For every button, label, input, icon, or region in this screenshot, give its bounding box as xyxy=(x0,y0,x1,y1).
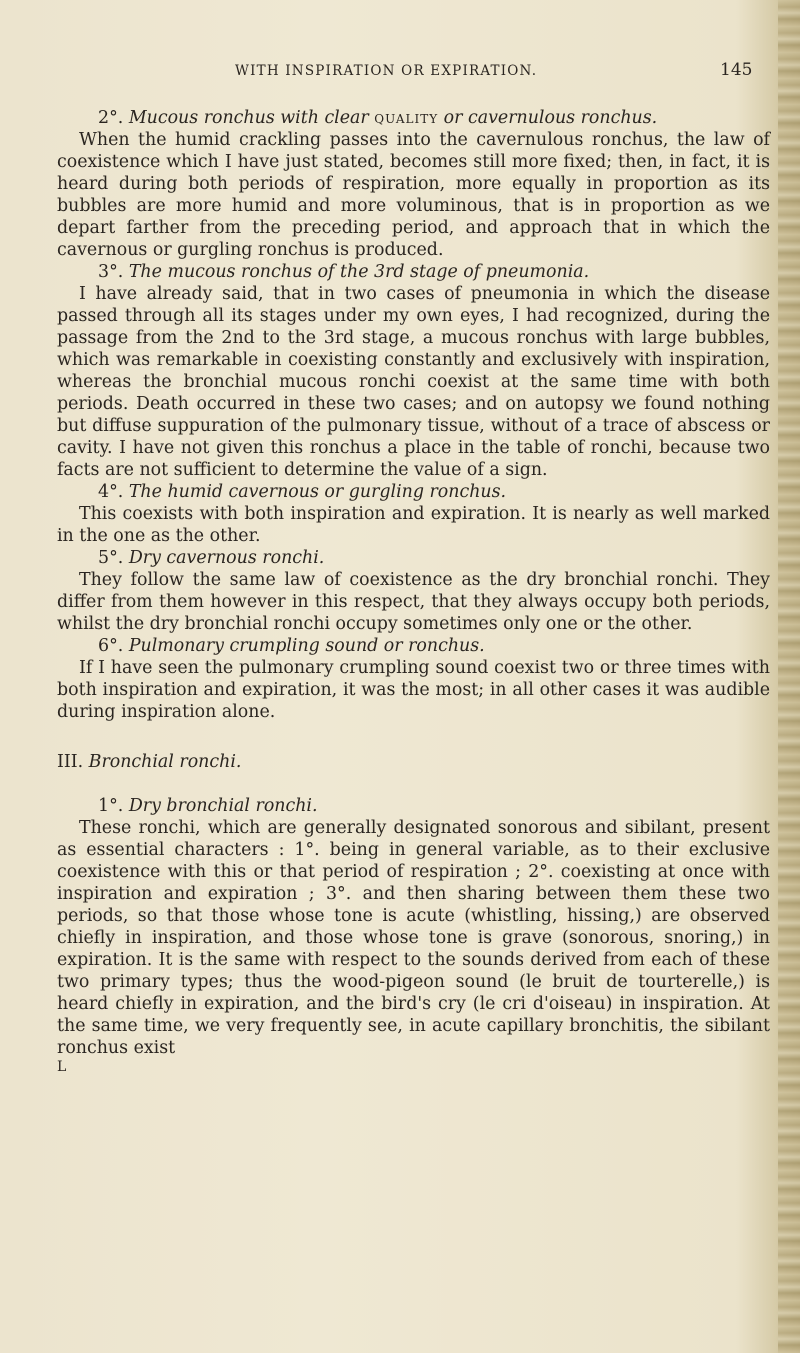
subheading-number: 3°. xyxy=(98,262,129,282)
subheading-text: Dry bronchial ronchi. xyxy=(128,796,318,816)
section-number: III. xyxy=(57,752,89,772)
page-edge xyxy=(778,0,800,1353)
subheading-4 xyxy=(57,481,770,503)
subheading-number: 6°. xyxy=(98,636,129,656)
running-head: WITH INSPIRATION OR EXPIRATION. xyxy=(235,63,538,79)
paragraph: This coexists with both inspiration and expiration. It is nearly as well marked in the one as the other. xyxy=(57,504,770,546)
paragraph: If I have seen the pulmonary crumpling sound coexist two or three times with both inspiration and expiration, it was the most; in all other cases it was audible during inspiration alone. xyxy=(57,658,770,722)
paragraph: These ronchi, which are generally designated sonorous and sibilant, present as essential characters : 1°. being in general variable, as to their exclusive coexistence with this or that period of respiration ; 2°. coexisting at once with inspiration and expiration ; 3°. and then sharing between them these two periods, so that those whose tone is acute (whistling, hissing,) are observed chiefly in inspiration, and those whose tone is grave (sonorous, snoring,) in expiration. It is the same with respect to the sounds derived from each of these two primary types; thus the wood-pigeon sound (le bruit de tourterelle,) is heard chiefly in expiration, and the bird's cry (le cri d'oiseau) in inspiration. At the same time, we very frequently see, in acute capillary bronchitis, the sibilant ronchus exist xyxy=(57,818,770,1058)
subheading-text: The mucous ronchus of the 3rd stage of pneumonia. xyxy=(128,262,590,282)
subheading-number: 4°. xyxy=(98,482,129,502)
subheading-text: Pulmonary crumpling sound or ronchus. xyxy=(128,636,485,656)
subheading-3 xyxy=(57,261,770,283)
subheading-6 xyxy=(57,635,770,657)
subheading-text: Mucous ronchus with clear xyxy=(128,108,369,128)
subheading-number: 5°. xyxy=(98,548,129,568)
subheading-number: 2°. xyxy=(98,108,129,128)
subheading-number: 1°. xyxy=(98,796,129,816)
paragraph: When the humid crackling passes into the cavernulous ronchus, the law of coexistence which I have just stated, becomes still more fixed; then, in fact, it is heard during both periods of respiration, more equally in proportion as its bubbles are more humid and more voluminous, that is in proportion as we depart farther from the preceding period, and approach that in which the cavernous or gurgling ronchus is produced. xyxy=(57,130,770,260)
subheading-7 xyxy=(57,795,770,817)
section-title xyxy=(57,751,770,773)
subheading-smallcaps: quality xyxy=(374,108,439,128)
paragraph: They follow the same law of coexistence as the dry bronchial ronchi. They differ from them however in this respect, that they always occupy both periods, whilst the dry bronchial ronchi occupy sometimes only one or the other. xyxy=(57,570,770,634)
subheading-text: Dry cavernous ronchi. xyxy=(128,548,325,568)
section-text: Bronchial ronchi. xyxy=(88,752,242,772)
subheading-text: or cavernulous ronchus. xyxy=(443,108,658,128)
subheading-2 xyxy=(57,107,770,129)
paragraph: I have already said, that in two cases of pneumonia in which the disease passed through all its stages under my own eyes, I had recognized, during the passage from the 2nd to the 3rd stage, a mucous ronchus with large bubbles, which was remarkable in coexisting constantly and exclusively with inspiration, whereas the bronchial mucous ronchi coexist at the same time with both periods. Death occurred in these two cases; and on autopsy we found nothing but diffuse suppuration of the pulmonary tissue, without of a trace of abscess or cavity. I have not given this ronchus a place in the table of ronchi, because two facts are not sufficient to determine the value of a sign. xyxy=(57,284,770,480)
subheading-5 xyxy=(57,547,770,569)
page-number: 145 xyxy=(720,60,753,80)
subheading-text: The humid cavernous or gurgling ronchus. xyxy=(128,482,507,502)
signature-mark: L xyxy=(57,1059,67,1075)
page-body xyxy=(57,107,770,1075)
